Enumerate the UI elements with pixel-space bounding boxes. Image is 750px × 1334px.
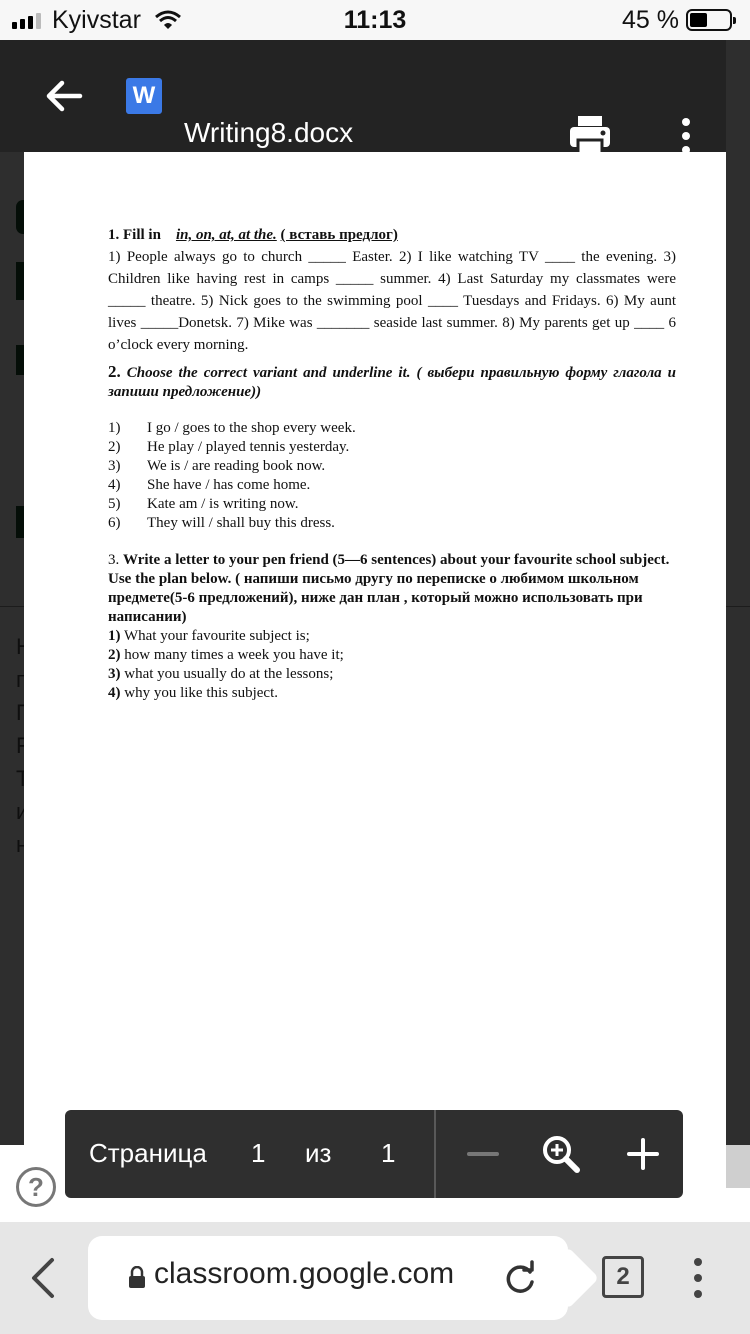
list-item: 5) Kate am / is writing now. [108,496,299,512]
question-3-plan [108,627,676,703]
list-item: 2) He play / played tennis yesterday. [108,439,350,455]
lock-icon [128,1266,146,1288]
question-3-title: Write a letter to your pen friend (5—6 sentences) about your favourite school subject. Use the plan below. ( напиши письмо другу по переписке о любимом школьном предмете(5-6 предложений), ниже дан план , который можно использовать при написании) [108,552,670,625]
question-2-title: Choose the correct variant and underline it. ( выбери правильную форму глагола и запиши предложение)) [108,365,676,400]
zoom-in-icon[interactable] [621,1132,665,1176]
plan-item: 4) why you like this subject. [108,685,278,701]
page-of-label: из [305,1138,332,1168]
status-bar [0,0,750,40]
battery-percent: 45 % [622,6,679,34]
scrollbar[interactable] [726,1145,750,1188]
reload-icon[interactable] [500,1258,540,1298]
question-2-list [108,419,676,533]
page-label: Страница [89,1138,207,1168]
total-pages: 1 [381,1138,396,1168]
list-item: 3) We is / are reading book now. [108,458,326,474]
current-page[interactable]: 1 [251,1138,266,1168]
word-file-icon: W [126,78,162,114]
viewer-header [0,40,726,152]
page-navigation-bar [65,1110,683,1198]
question-2: 2. Choose the correct variant and underline it. ( выбери правильную форму глагола и запиши предложение)) [108,362,676,400]
plan-item: 3) what you usually do at the lessons; [108,666,334,682]
browser-menu-icon[interactable] [688,1256,708,1300]
browser-toolbar [0,1222,750,1334]
tabs-count-button[interactable]: 2 [602,1256,644,1298]
carrier-name: Kyivstar [52,6,141,34]
address-bar[interactable] [88,1236,568,1320]
help-icon[interactable]: ? [16,1167,56,1207]
question-1-text: 1) People always go to church _____ Easter. 2) I like watching TV ____ the evening. 3) Children like having rest in camps _____ summer. 4) Last Saturday my classmates were _____ theatre. 5) Nick goes to the swimming pool ____ Tuesdays and Fridays. 6) My aunt lives _____Donetsk. 7) Mike was _______ seaside last summer. 8) My parents get up ____ 6 o’clock every morning. [108,249,676,353]
battery-level [690,13,707,27]
document-page [24,152,726,1145]
battery-icon [686,9,732,31]
question-1: 1. Fill in in, on, at, at the. ( вставь предлог) 1) People always go to church _____ Easter. 2) I like watching TV ____ the evening. 3) Children like having rest in camps _____ summer. 4) Last Saturday my classmates were _____ theatre. 5) Nick goes to the swimming pool ____ Tuesdays and Fridays. 6) My aunt lives _____Donetsk. 7) Mike was _______ seaside last summer. 8) My parents get up ____ 6 o’clock every morning. [108,227,676,353]
back-arrow-icon[interactable] [40,72,88,120]
zoom-magnifier-icon[interactable] [539,1132,583,1176]
pager-divider [434,1110,436,1198]
list-item: 1) I go / goes to the shop every week. [108,420,356,436]
url-text[interactable]: classroom.google.com [154,1257,455,1290]
list-item: 6) They will / shall buy this dress. [108,515,335,531]
clock: 11:13 [343,6,407,34]
plan-item: 1) What your favourite subject is; [108,628,310,644]
zoom-out-icon[interactable] [461,1132,505,1176]
plan-item: 2) how many times a week you have it; [108,647,344,663]
document-title: Writing8.docx [184,117,354,148]
browser-back-icon[interactable] [26,1256,60,1300]
document-content [108,224,676,703]
question-3: 3. Write a letter to your pen friend (5—6 sentences) about your favourite school subject. Use the plan below. ( напиши письмо другу по переписке о любимом школьном предмете(5-6 предложений), ниже дан план , который можно использовать при написании) [108,552,670,625]
list-item: 4) She have / has come home. [108,477,311,493]
